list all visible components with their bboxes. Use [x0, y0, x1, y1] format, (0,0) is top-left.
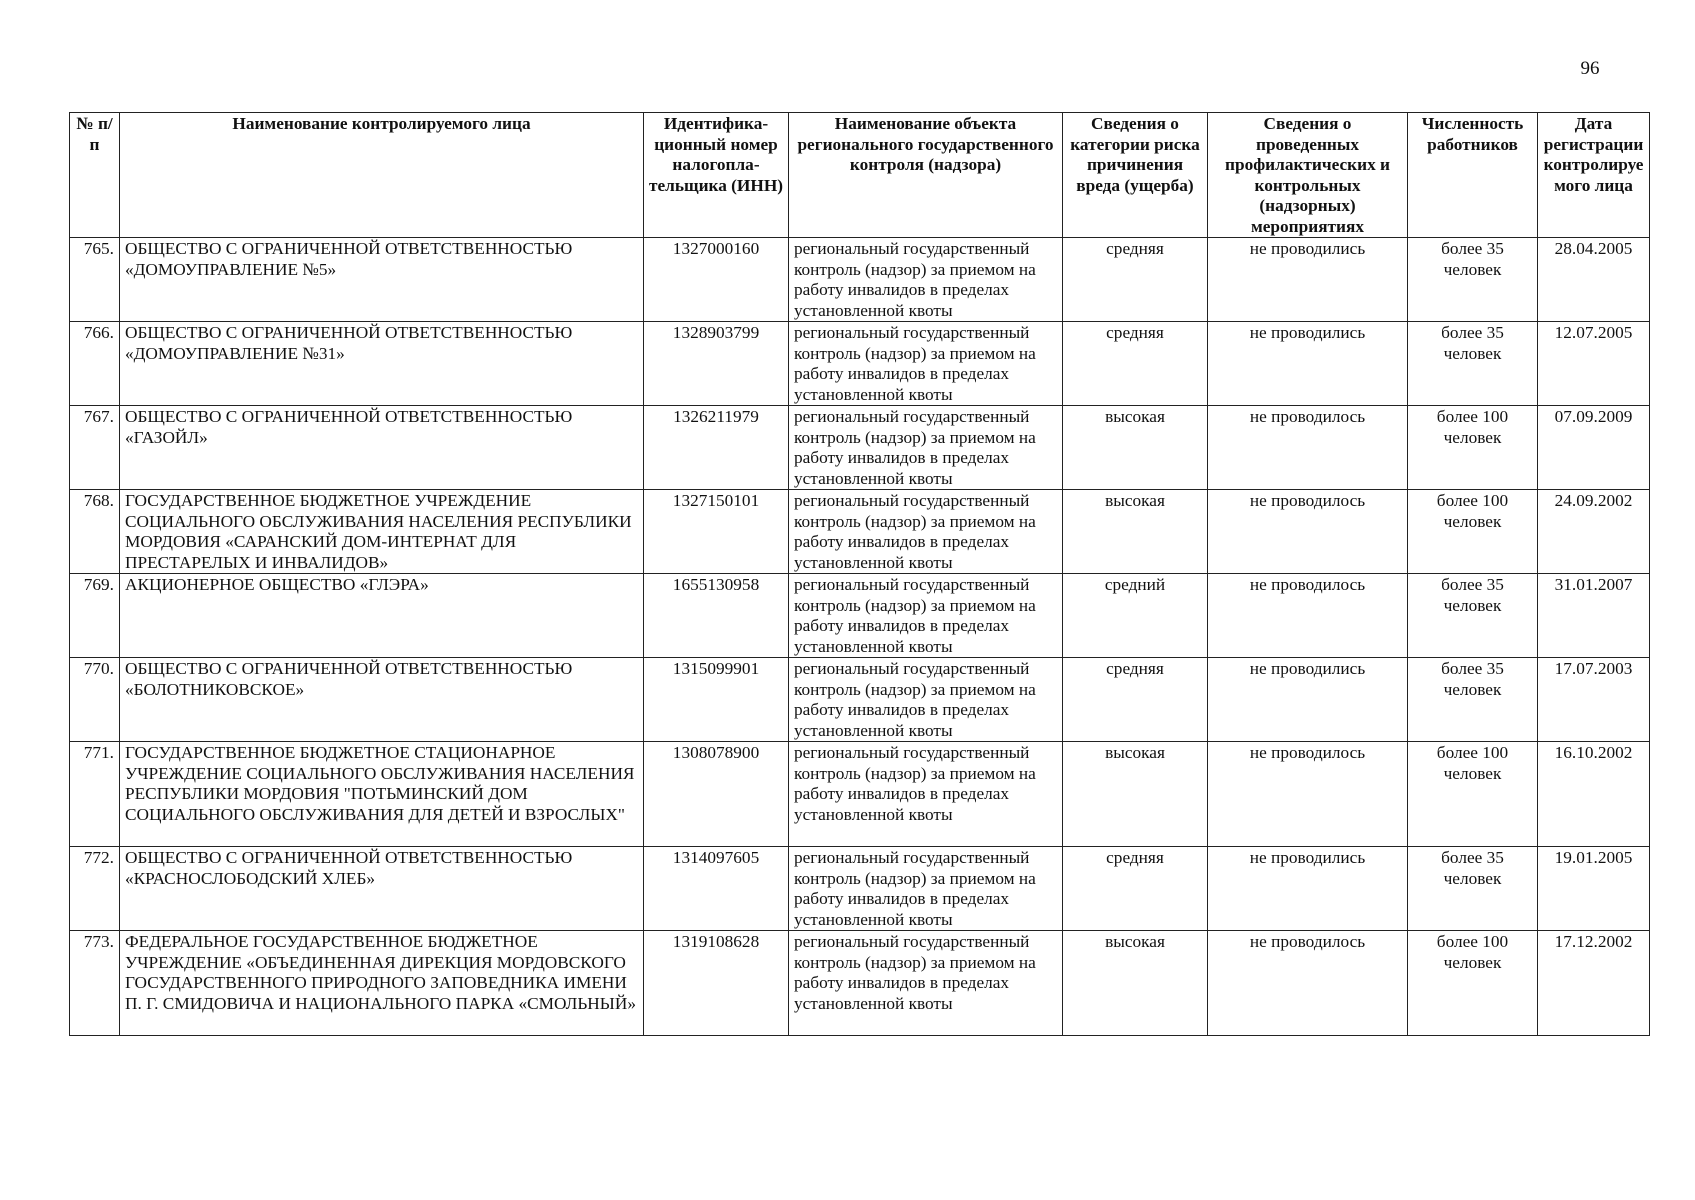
cell-risk: высокая [1063, 931, 1208, 1036]
cell-events: не проводилось [1208, 406, 1408, 490]
cell-name: ОБЩЕСТВО С ОГРАНИЧЕННОЙ ОТВЕТСТВЕННОСТЬЮ «ГАЗОЙЛ» [120, 406, 644, 490]
cell-object: региональный государственный контроль (надзор) за приемом на работу инвалидов в пределах установленной квоты [789, 658, 1063, 742]
cell-name: ОБЩЕСТВО С ОГРАНИЧЕННОЙ ОТВЕТСТВЕННОСТЬЮ «БОЛОТНИКОВСКОЕ» [120, 658, 644, 742]
header-date: Дата регистрации контролируемого лица [1538, 113, 1650, 238]
cell-inn: 1327150101 [644, 490, 789, 574]
cell-name: ФЕДЕРАЛЬНОЕ ГОСУДАРСТВЕННОЕ БЮДЖЕТНОЕ УЧРЕЖДЕНИЕ «ОБЪЕДИНЕННАЯ ДИРЕКЦИЯ МОРДОВСКОГО ГОСУДАРСТВЕННОГО ПРИРОДНОГО ЗАПОВЕДНИКА ИМЕНИ П. Г. СМИДОВИЧА И НАЦИОНАЛЬНОГО ПАРКА «СМОЛЬНЫЙ» [120, 931, 644, 1036]
table-row [70, 238, 1650, 322]
cell-name: ГОСУДАРСТВЕННОЕ БЮДЖЕТНОЕ СТАЦИОНАРНОЕ УЧРЕЖДЕНИЕ СОЦИАЛЬНОГО ОБСЛУЖИВАНИЯ НАСЕЛЕНИЯ РЕСПУБЛИКИ МОРДОВИЯ "ПОТЬМИНСКИЙ ДОМ СОЦИАЛЬНОГО ОБСЛУЖИВАНИЯ ДЛЯ ДЕТЕЙ И ВЗРОСЛЫХ" [120, 742, 644, 847]
cell-num: 768. [70, 490, 120, 574]
cell-name: ОБЩЕСТВО С ОГРАНИЧЕННОЙ ОТВЕТСТВЕННОСТЬЮ «ДОМОУПРАВЛЕНИЕ №31» [120, 322, 644, 406]
cell-events: не проводились [1208, 322, 1408, 406]
cell-staff: более 100 человек [1408, 490, 1538, 574]
cell-events: не проводилось [1208, 931, 1408, 1036]
cell-date: 31.01.2007 [1538, 574, 1650, 658]
header-object: Наименование объекта регионального государственного контроля (надзора) [789, 113, 1063, 238]
cell-events: не проводилось [1208, 742, 1408, 847]
cell-risk: средняя [1063, 847, 1208, 931]
table-row [70, 847, 1650, 931]
cell-object: региональный государственный контроль (надзор) за приемом на работу инвалидов в пределах установленной квоты [789, 742, 1063, 847]
cell-num: 773. [70, 931, 120, 1036]
cell-name: АКЦИОНЕРНОЕ ОБЩЕСТВО «ГЛЭРА» [120, 574, 644, 658]
header-name: Наименование контролируемого лица [120, 113, 644, 238]
cell-num: 769. [70, 574, 120, 658]
table-row [70, 490, 1650, 574]
cell-object: региональный государственный контроль (надзор) за приемом на работу инвалидов в пределах установленной квоты [789, 322, 1063, 406]
cell-name: ОБЩЕСТВО С ОГРАНИЧЕННОЙ ОТВЕТСТВЕННОСТЬЮ «КРАСНОСЛОБОДСКИЙ ХЛЕБ» [120, 847, 644, 931]
cell-name: ГОСУДАРСТВЕННОЕ БЮДЖЕТНОЕ УЧРЕЖДЕНИЕ СОЦИАЛЬНОГО ОБСЛУЖИВАНИЯ НАСЕЛЕНИЯ РЕСПУБЛИКИ МОРДОВИЯ «САРАНСКИЙ ДОМ-ИНТЕРНАТ ДЛЯ ПРЕСТАРЕЛЫХ И ИНВАЛИДОВ» [120, 490, 644, 574]
cell-risk: средний [1063, 574, 1208, 658]
table-row [70, 406, 1650, 490]
cell-staff: более 35 человек [1408, 574, 1538, 658]
cell-risk: средняя [1063, 322, 1208, 406]
cell-inn: 1319108628 [644, 931, 789, 1036]
cell-events: не проводилось [1208, 574, 1408, 658]
header-inn: Идентифика-ционный номер налогопла-тельщика (ИНН) [644, 113, 789, 238]
header-num: № п/п [70, 113, 120, 238]
cell-date: 28.04.2005 [1538, 238, 1650, 322]
cell-inn: 1328903799 [644, 322, 789, 406]
header-events: Сведения о проведенных профилактических и контрольных (надзорных) мероприятиях [1208, 113, 1408, 238]
cell-inn: 1308078900 [644, 742, 789, 847]
table-header-row [70, 113, 1650, 238]
cell-inn: 1327000160 [644, 238, 789, 322]
cell-date: 12.07.2005 [1538, 322, 1650, 406]
cell-events: не проводились [1208, 658, 1408, 742]
cell-staff: более 100 человек [1408, 931, 1538, 1036]
cell-date: 17.07.2003 [1538, 658, 1650, 742]
cell-date: 17.12.2002 [1538, 931, 1650, 1036]
cell-staff: более 35 человек [1408, 658, 1538, 742]
cell-events: не проводились [1208, 847, 1408, 931]
cell-risk: высокая [1063, 406, 1208, 490]
cell-object: региональный государственный контроль (надзор) за приемом на работу инвалидов в пределах установленной квоты [789, 574, 1063, 658]
cell-num: 771. [70, 742, 120, 847]
table-row [70, 322, 1650, 406]
cell-inn: 1314097605 [644, 847, 789, 931]
cell-name: ОБЩЕСТВО С ОГРАНИЧЕННОЙ ОТВЕТСТВЕННОСТЬЮ «ДОМОУПРАВЛЕНИЕ №5» [120, 238, 644, 322]
cell-date: 19.01.2005 [1538, 847, 1650, 931]
cell-inn: 1326211979 [644, 406, 789, 490]
cell-object: региональный государственный контроль (надзор) за приемом на работу инвалидов в пределах установленной квоты [789, 406, 1063, 490]
table-row [70, 574, 1650, 658]
registry-table [69, 112, 1650, 1036]
cell-risk: высокая [1063, 742, 1208, 847]
cell-num: 767. [70, 406, 120, 490]
header-staff: Численность работников [1408, 113, 1538, 238]
cell-object: региональный государственный контроль (надзор) за приемом на работу инвалидов в пределах установленной квоты [789, 490, 1063, 574]
cell-risk: высокая [1063, 490, 1208, 574]
cell-inn: 1315099901 [644, 658, 789, 742]
cell-object: региональный государственный контроль (надзор) за приемом на работу инвалидов в пределах установленной квоты [789, 931, 1063, 1036]
cell-staff: более 35 человек [1408, 847, 1538, 931]
page-number: 96 [1580, 58, 1600, 79]
cell-date: 24.09.2002 [1538, 490, 1650, 574]
table-row [70, 931, 1650, 1036]
header-risk: Сведения о категории риска причинения вреда (ущерба) [1063, 113, 1208, 238]
cell-staff: более 35 человек [1408, 322, 1538, 406]
cell-inn: 1655130958 [644, 574, 789, 658]
cell-risk: средняя [1063, 238, 1208, 322]
cell-num: 766. [70, 322, 120, 406]
cell-num: 772. [70, 847, 120, 931]
cell-events: не проводилось [1208, 490, 1408, 574]
cell-date: 07.09.2009 [1538, 406, 1650, 490]
cell-object: региональный государственный контроль (надзор) за приемом на работу инвалидов в пределах установленной квоты [789, 238, 1063, 322]
cell-risk: средняя [1063, 658, 1208, 742]
table-row [70, 742, 1650, 847]
cell-staff: более 100 человек [1408, 406, 1538, 490]
table-row [70, 658, 1650, 742]
cell-staff: более 35 человек [1408, 238, 1538, 322]
cell-num: 770. [70, 658, 120, 742]
cell-staff: более 100 человек [1408, 742, 1538, 847]
cell-object: региональный государственный контроль (надзор) за приемом на работу инвалидов в пределах установленной квоты [789, 847, 1063, 931]
cell-date: 16.10.2002 [1538, 742, 1650, 847]
cell-events: не проводились [1208, 238, 1408, 322]
cell-num: 765. [70, 238, 120, 322]
